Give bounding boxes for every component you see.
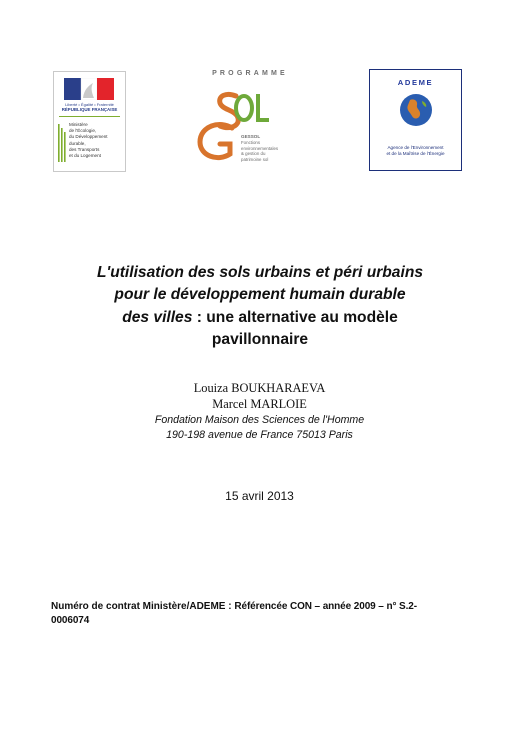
ademe-acronym: ADEME bbox=[397, 78, 434, 87]
contract-reference bbox=[51, 600, 471, 628]
ministry-logo bbox=[53, 71, 126, 172]
programme-label: PROGRAMME bbox=[212, 70, 288, 77]
document-title: L'utilisation des sols urbains et péri urbains pour le développement humain durable des villes : une alternative au modèle pavillonnaire bbox=[96, 264, 424, 348]
institution-address: 190-198 avenue de France 75013 Paris bbox=[166, 429, 353, 441]
ademe-logo bbox=[369, 69, 462, 171]
contract-number: Référencée CON – année 2009 – n° S.2- bbox=[234, 601, 417, 612]
gessol-name: GESSOL bbox=[241, 134, 261, 139]
contract-number-continued: 0006074 bbox=[51, 615, 90, 626]
publication-date: 15 avril 2013 bbox=[225, 489, 294, 503]
gessol-programme-logo bbox=[190, 70, 320, 176]
gessol-description: Fonctions environnementales & gestion du patrimoine sol bbox=[241, 140, 279, 162]
republic-name: RÉPUBLIQUE FRANÇAISE bbox=[61, 107, 118, 112]
ademe-agency-name: Agence de l'Environnement et de la Maîtrise de l'Énergie bbox=[386, 145, 445, 156]
ministry-stripes-icon bbox=[58, 124, 66, 162]
marianne-flag-icon bbox=[64, 78, 114, 100]
author-name: Louiza BOUKHARAEVA bbox=[193, 381, 326, 395]
ministry-name: Ministère de l'Écologie, du Développement durable, des Transports et du Logement bbox=[69, 122, 108, 159]
globe-icon bbox=[398, 92, 434, 128]
institution-name: Fondation Maison des Sciences de l'Homme bbox=[154, 414, 365, 426]
author-name: Marcel MARLOIE bbox=[212, 397, 307, 411]
contract-label: Numéro de contrat Ministère/ADEME : bbox=[51, 601, 235, 612]
republic-motto: Liberté • Égalité • Fraternité bbox=[65, 102, 114, 107]
divider bbox=[59, 116, 120, 117]
